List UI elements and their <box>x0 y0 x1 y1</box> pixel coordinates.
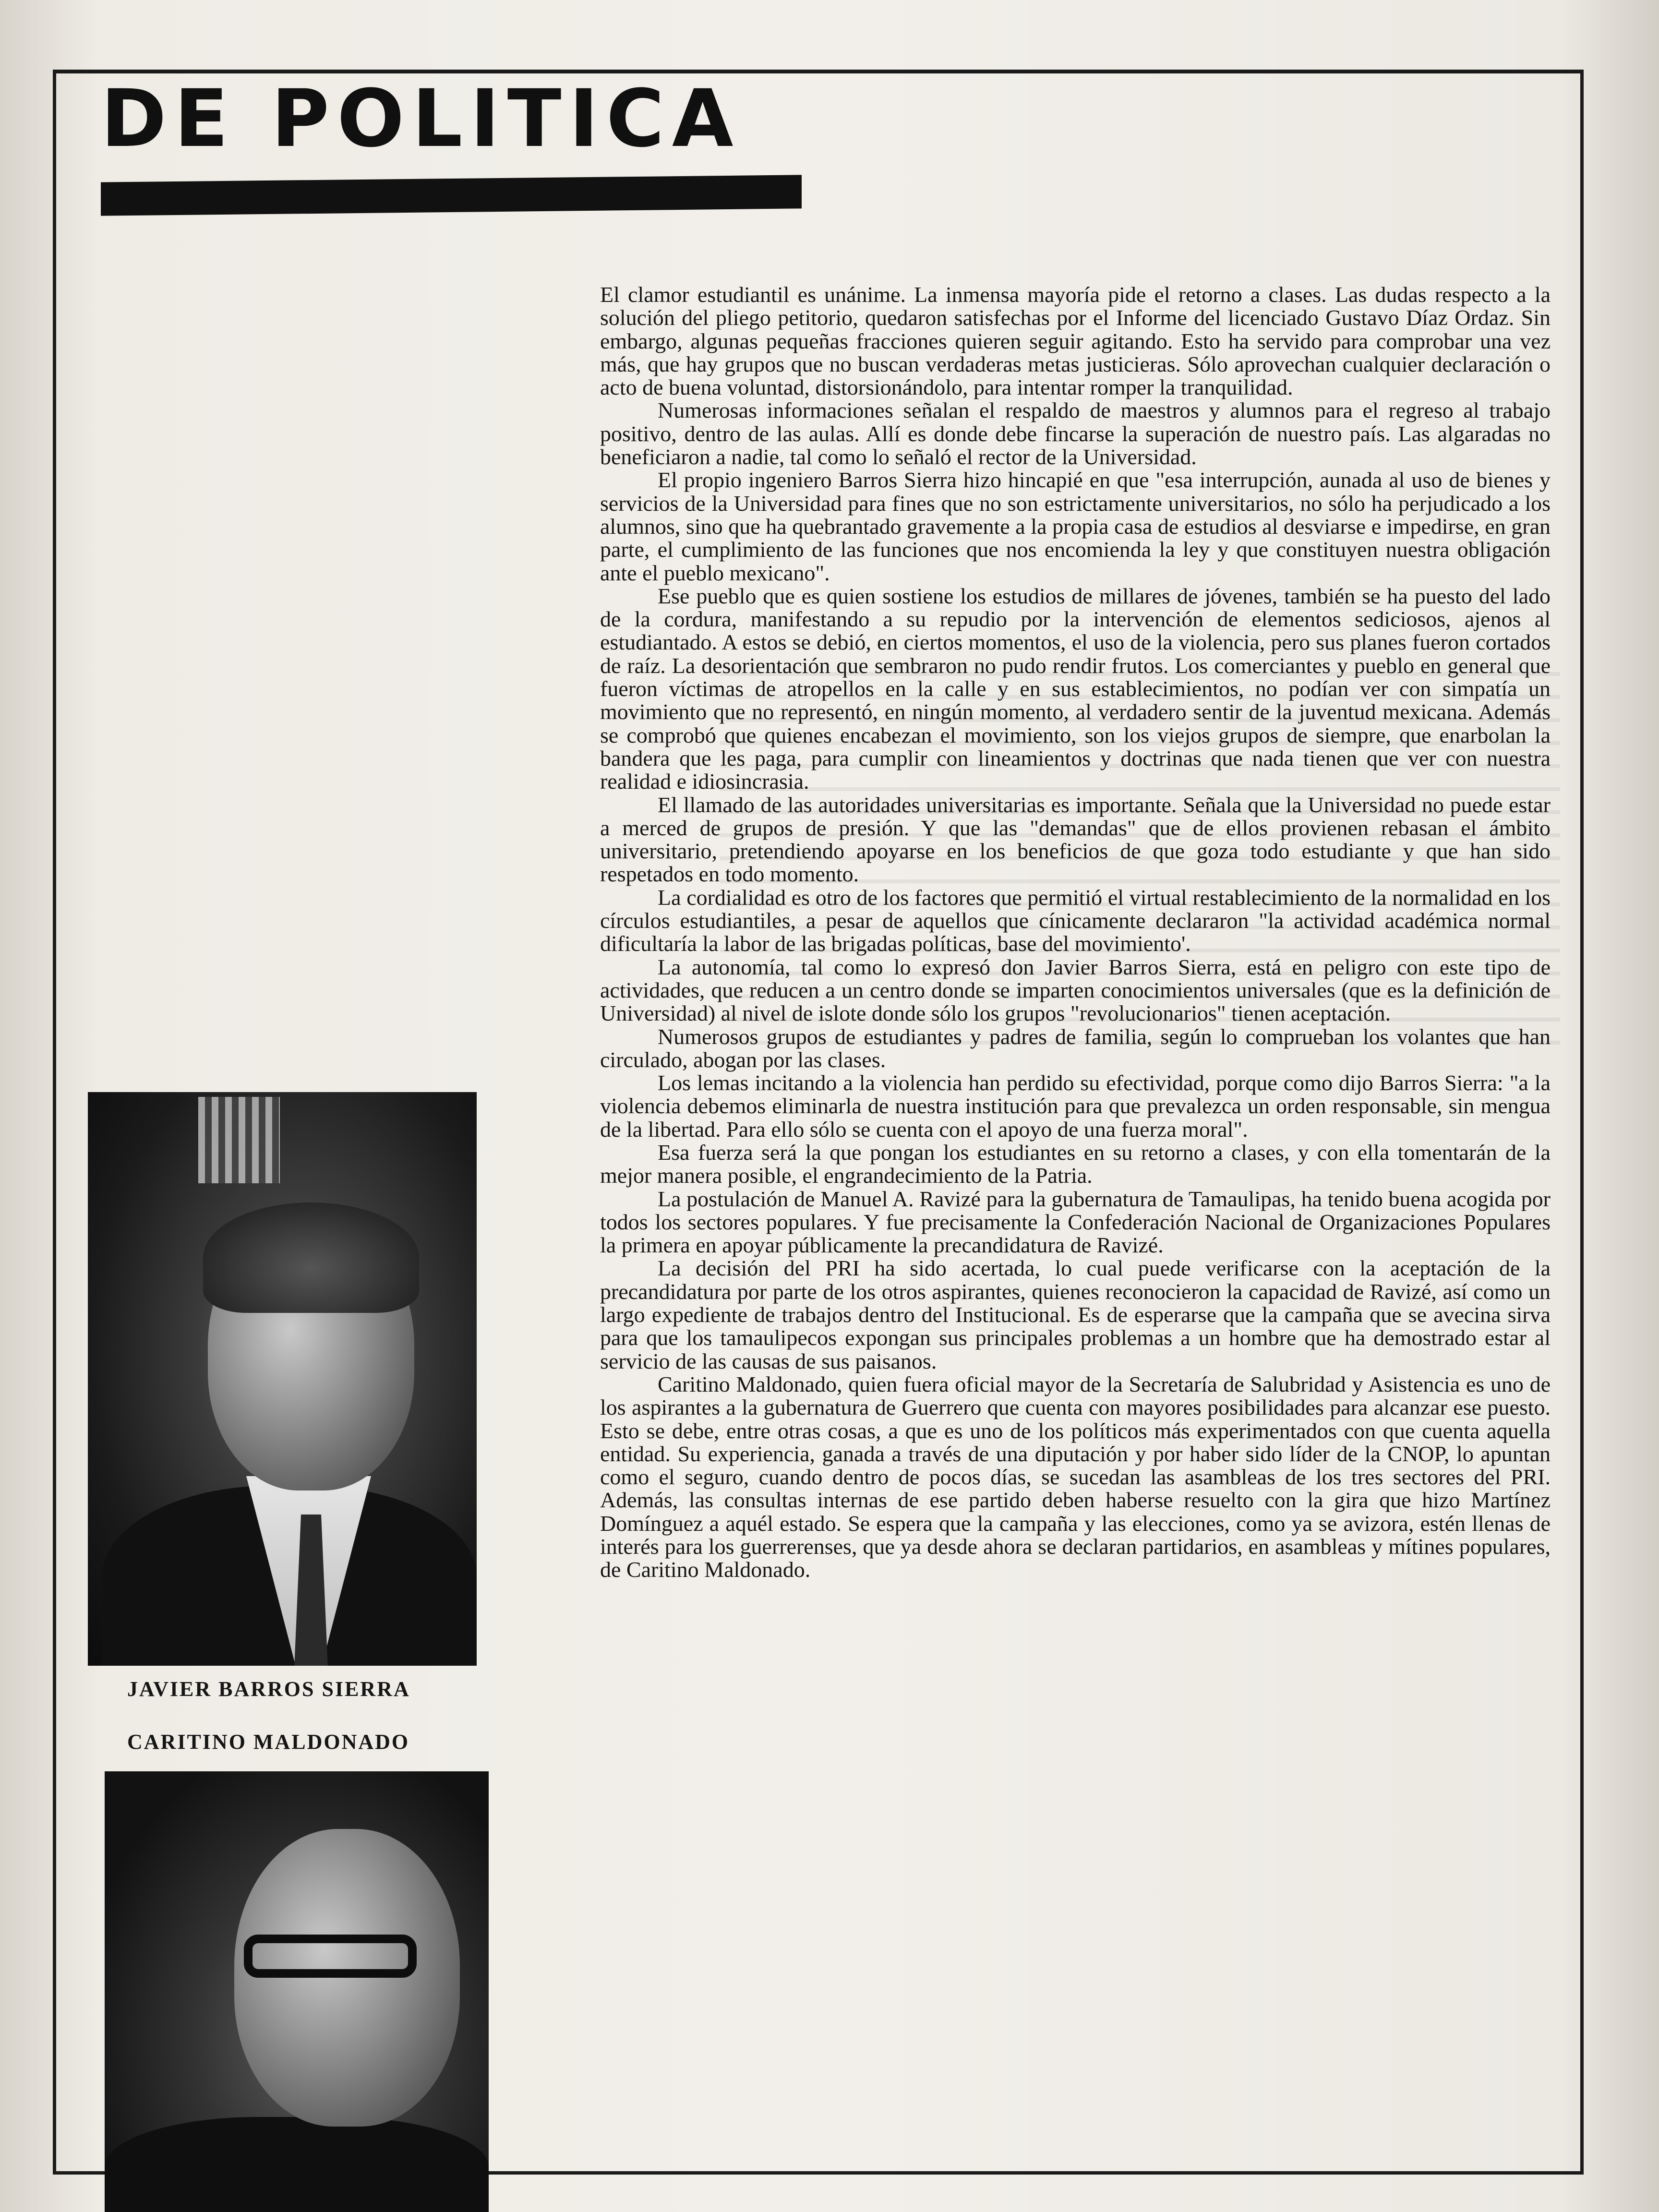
article-paragraph: Esa fuerza será la que pongan los estudiantes en su retorno a clases, y con ella tomentarán de la mejor manera posible, el engrandecimiento de la Patria. <box>600 1140 1551 1188</box>
article-paragraph: La cordialidad es otro de los factores que permitió el virtual restablecimiento de la normalidad en los círculos estudiantiles, a pesar de aquellos que cínicamente declararon "la actividad académica normal dificultaría la labor de las brigadas políticas, base del movimiento'. <box>600 885 1551 956</box>
article-paragraph: Numerosas informaciones señalan el respaldo de maestros y alumnos para el regreso al trabajo positivo, dentro de las aulas. Allí es donde debe fincarse la superación de nuestro país. Las algaradas no beneficiaron a nadie, tal como lo señaló el rector de la Universidad. <box>600 398 1551 469</box>
article-paragraph: La decisión del PRI ha sido acertada, lo cual puede verificarse con la aceptación de la precandidatura por parte de los otros aspirantes, quienes reconocieron la capacidad de Ravizé, así como un largo expediente de trabajos dentro del Institucional. Es de esperarse que la campaña que se avecina sirva para que los tamaulipecos expongan sus principales problemas a un hombre que ha demostrado estar al servicio de las causas de sus paisanos. <box>600 1256 1551 1373</box>
article-paragraph: Numerosos grupos de estudiantes y padres de familia, según lo comprueban los volantes que han circulado, abogan por las clases. <box>600 1024 1551 1072</box>
article-paragraph: La autonomía, tal como lo expresó don Javier Barros Sierra, está en peligro con este tipo de actividades, que reducen a un centro donde se imparten conocimientos universales (que es la definición de Universidad) al nivel de islote donde sólo los grupos "revolucionarios" tienen aceptación. <box>600 954 1551 1026</box>
article-paragraph: Caritino Maldonado, quien fuera oficial mayor de la Secretaría de Salubridad y Asistencia es uno de los aspirantes a la gubernatura de Guerrero que cuenta con mayores posibilidades para alcanzar ese puesto. Esto se debe, entre otras cosas, a que es uno de los políticos más experimentados con que cuenta aquella entidad. Su experiencia, ganada a través de una diputación y por haber sido líder de la CNOP, lo apuntan como el seguro, cuando dentro de pocos días, se sucedan las asambleas de los tres sectores del PRI. Además, las consultas internas de ese partido deben haberse resuelto con la gira que hizo Martínez Domínguez a aquél estado. Se espera que la campaña y las elecciones, como ya se avizora, estén llenas de interés para los guerrerenses, que ya desde ahora se declaran partidarios, en asambleas y mítines populares, de Caritino Maldonado. <box>600 1371 1551 1582</box>
article-paragraph: El llamado de las autoridades universitarias es importante. Señala que la Universidad no puede estar a merced de grupos de presión. Y que las "demandas" que de ellos provienen rebasan el ámbito universitario, pretendiendo apoyarse en los beneficios de que goza todo estudiante y que han sido respetados en todo momento. <box>600 792 1551 887</box>
article-body <box>600 283 1551 1582</box>
flag-background <box>198 1097 280 1183</box>
eyeglasses-shape <box>244 1935 417 1978</box>
article-paragraph: El clamor estudiantil es unánime. La inmensa mayoría pide el retorno a clases. Las dudas respecto a la solución del pliego petitorio, quedaron satisfechas por el Informe del licenciado Gustavo Díaz Ordaz. Sin embargo, algunas pequeñas fracciones quieren seguir agitando. Esto ha servido para comprobar una vez más, que hay grupos que no buscan verdaderas metas justicieras. Sólo aprovechan cualquier declaración o acto de buena voluntad, distorsionándolo, para intentar romper la tranquilidad. <box>600 282 1551 400</box>
portrait-photo-barros-sierra <box>88 1092 477 1666</box>
portrait-photo-maldonado <box>105 1771 489 2212</box>
article-paragraph: El propio ingeniero Barros Sierra hizo hincapié en que "esa interrupción, aunada al uso de bienes y servicios de la Universidad para fines que no son estrictamente universitarios, no sólo ha perjudicado a los alumnos, sino que ha quebrantado gravemente a la propia casa de estudios al desviarse e impedirse, en gran parte, el cumplimiento de las funciones que nos encomienda la ley y que constituyen nuestra obligación ante el pueblo mexicano". <box>600 468 1551 585</box>
article-paragraph: La postulación de Manuel A. Ravizé para la gubernatura de Tamaulipas, ha tenido buena acogida por todos los sectores populares. Y fue precisamente la Confederación Nacional de Organizaciones Populares la primera en apoyar públicamente la precandidatura de Ravizé. <box>600 1186 1551 1258</box>
section-title: DE POLITICA <box>101 72 741 165</box>
article-paragraph: Los lemas incitando a la violencia han perdido su efectividad, porque como dijo Barros Sierra: "a la violencia debemos eliminarla de nuestra institución para que prevalezca un orden responsable, sin mengua de la libertad. Para ello sólo se cuenta con el apoyo de una fuerza moral". <box>600 1070 1551 1142</box>
photo-caption: CARITINO MALDONADO <box>127 1730 410 1754</box>
article-paragraph: Ese pueblo que es quien sostiene los estudios de millares de jóvenes, también se ha puesto del lado de la cordura, manifestando a su repudio por la intervención de elementos sediciosos, ajenos al estudiantado. A estos se debió, en ciertos momentos, el uso de la violencia, pero sus planes fueron cortados de raíz. La desorientación que sembraron no pudo rendir frutos. Los comerciantes y pueblo en general que fueron víctimas de atropellos en la calle y en sus establecimientos, no podían ver con simpatía un movimiento que no representó, en ningún momento, al verdadero sentir de la juventud mexicana. Además se comprobó que quienes encabezan el movimiento, son los viejos grupos de siempre, que enarbolan la bandera que les paga, para cumplir con lineamientos y doctrinas que nada tienen que ver con nuestra realidad e idiosincrasia. <box>600 583 1551 794</box>
hair-shape <box>203 1202 419 1313</box>
photo-caption: JAVIER BARROS SIERRA <box>127 1677 410 1701</box>
suit-shape <box>105 2117 489 2212</box>
head-shape <box>234 1829 460 2127</box>
